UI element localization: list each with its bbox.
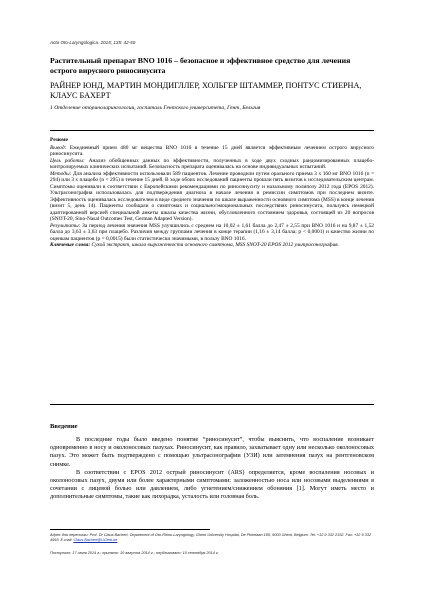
correspondence-footnote	[50, 533, 374, 543]
abstract-heading: Резюме	[50, 137, 68, 143]
article-title: Растительный препарат BNO 1016 – безопасное и эффективное средство для лечения острого вирусного риносинусита	[50, 56, 351, 75]
abstract-methods-label: Методы:	[50, 170, 72, 177]
keywords-text: Сухой экстракт, шкала выраженности основного симптома, MSS SNOT-20 EPOS 2012 ультрасонография.	[90, 242, 340, 248]
top-divider	[50, 130, 374, 131]
abstract-conclusion	[50, 145, 374, 158]
abstract-keywords	[50, 242, 374, 249]
intro-section	[50, 436, 374, 502]
footnote-divider	[50, 529, 210, 530]
abstract-objective-label: Цель работы:	[50, 157, 85, 164]
intro-heading: Введение	[50, 423, 78, 430]
intro-paragraph-1: В последние годы было введено понятие “риносинусит”, чтобы выяснить, что воспаление возникает одновременно в носу и околоносовых пазухах. Риносинусит, как правило, захватывает одну или несколько околоносовых пазух. Это может быть подтверждено с помощью ультрасонографии (УЗИ) или затемнения пазух на рентгеновском снимке.	[50, 436, 374, 468]
abstract-conclusion-label: Вывод:	[50, 144, 67, 151]
email-link[interactable]: Claus.Bachert@UGent.be	[73, 538, 118, 542]
abstract-methods-text: Для анализа эффективности использовали 589 пациентов. Лечение проводили путем орального приема 3 х 160 мг BNO 1016 (n = 294) или 3 х плацебо (n = 295) в течение 15 дней. В ходе обоих исследований пациенты прошли пять визитов к исследовательским центрам. Симптомы оценивали в соответствии с Европейскими рекомендациями по риносинуситу и назальному полипозу 2012 года (EPOS 2012). Ультрасонография использовалась для подтверждения диагноза в начале лечения и ремиссии симптомов при последнем визите. Эффективность оценивалась исследователем в виде среднего значения по шкале выраженности основного симптома (MSS) в конце лечения (визит 5, день 14). Пациенты сообщали о симптомах и социально/эмоциональных последствиях риносинусита, пользуясь немецкой адаптированной версией специальной анкеты шкалы качества жизни, обусловленного состоянием здоровья, состоящей из 20 вопросов (SNOT-20, Sino-Nasal Outcomes Test, German Adapted Version).	[50, 170, 374, 222]
abstract-divider	[50, 404, 374, 405]
abstract-conclusion-text: Ежедневный прием 480 мг вещества BNO 1016 в течение 15 дней является эффективным лечением острого вирусного риносинусита.	[50, 144, 374, 157]
intro-paragraph-2: В соответствии с EPOS 2012 острый риносинусит (ARS) определяется, кроме воспаления носовых и околоносовых пазух, двумя или более характерными симптомами: заложенностью носа или носовыми выделениями в сочетании с лицевой болью или давлением, либо угнетением/снижением обоняния [1]. Могут иметь место и дополнительные симптомы, такие как лихорадка, усталость или головная боль.	[50, 468, 374, 501]
dates-footnote: Поступило: 17 июля 2014 г.; принято: 10 августа 2014 г.; опубликовано: 10 сентября 2014 г.	[50, 551, 219, 555]
author-list: РАЙНЕР ЮНД, МАРТИН МОНДИГЛЛЕР, ХОЛЬГЕР ШТАММЕР, ПОНТУС СТИЕРНА, КЛАУС БАХЕРТ	[50, 81, 362, 100]
keywords-label: Ключевые слова:	[50, 242, 91, 248]
correspondence-text: Адрес для переписки: Prof. Dr Claus Bachert, Department of Oto-Rhino-Laryngology, Ghent University Hospital, De Pintelaan 185, 9000 Ghent, Belgium. Tel: +32 9 332 2332. Fax: +32 9 332 4993. E-mail:	[50, 533, 371, 542]
abstract-objective-text: Анализ обобщенных данных по эффективности, полученных в ходе двух сходных рандомизированных плацебо-контролируемых клинических испытаний. Безопасность препарата оценивалась на основе индивидуальных испытаний.	[50, 157, 374, 170]
abstract-objective	[50, 158, 374, 171]
abstract-results	[50, 223, 374, 243]
abstract-methods	[50, 171, 374, 223]
abstract-results-label: Результаты:	[50, 222, 81, 229]
abstract-results-text: За период лечения значения MSS улучшились с среднем на 10,02 ± 1,61 балла до 2,47 ± 2,55 при BNO 1016 и на 9,87 ± 1,52 балла до 3,63 ± 3,63 при плацебо. Различия между группами лечения в конце терапии (1,16 ± 3,14 балла; p < 0,0001) и качество жизни по оценкам пациентов (p = 0,0015) были статистически значимыми, в пользу BNO 1016.	[50, 222, 374, 242]
abstract-section	[50, 137, 374, 249]
journal-citation: Acta Oto-Laryngologica. 2015; 135: 42-50	[50, 40, 136, 45]
author-affiliation: 1 Отделение оториноларингологии, госпиталь Гентского университета, Гент, Бельгия	[50, 105, 261, 111]
